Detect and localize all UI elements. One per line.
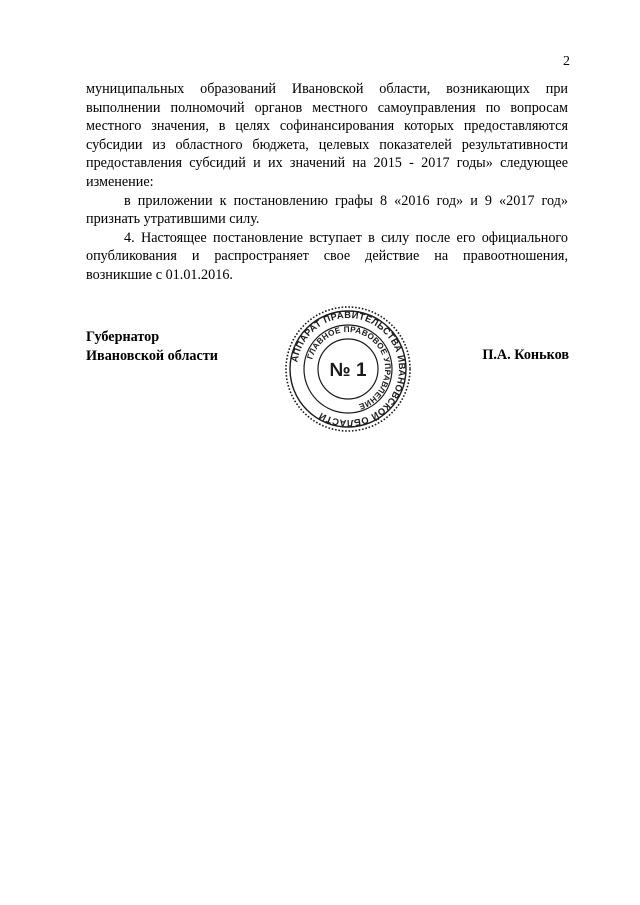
document-body xyxy=(86,80,568,285)
paragraph-effective-date: 4. Настоящее постановление вступает в силу после его официального опубликования и распространяет свое действие на правоотношения, возникшие с 01.01.2016. xyxy=(86,229,568,283)
paragraph-continuation: муниципальных образований Ивановской области, возникающих при выполнении полномочий органов местного самоуправления по вопросам местного значения, в целях софинансирования которых предоставляются субсидии из областного бюджета, целевых показателей результативности предоставления субсидий и их значений на 2015 - 2017 годы» следующее изменение: xyxy=(86,81,568,190)
signatory-position-line-2: Ивановской области xyxy=(86,347,218,364)
signatory-name: П.А. Коньков xyxy=(482,347,569,363)
paragraph-amendment: в приложении к постановлению графы 8 «2016 год» и 9 «2017 год» признать утратившими силу. xyxy=(86,192,568,228)
seal-number: № 1 xyxy=(329,360,367,381)
seal-inner-text: ГЛАВНОЕ ПРАВОВОЕ УПРАВЛЕНИЕ xyxy=(305,324,393,412)
page-number: 2 xyxy=(563,54,570,69)
official-seal xyxy=(284,305,412,433)
signatory-position xyxy=(86,328,218,365)
signatory-position-line-1: Губернатор xyxy=(86,329,160,345)
seal-outer-text: АППАРАТ ПРАВИТЕЛЬСТВА ИВАНОВСКОЙ ОБЛАСТИ xyxy=(289,309,408,429)
